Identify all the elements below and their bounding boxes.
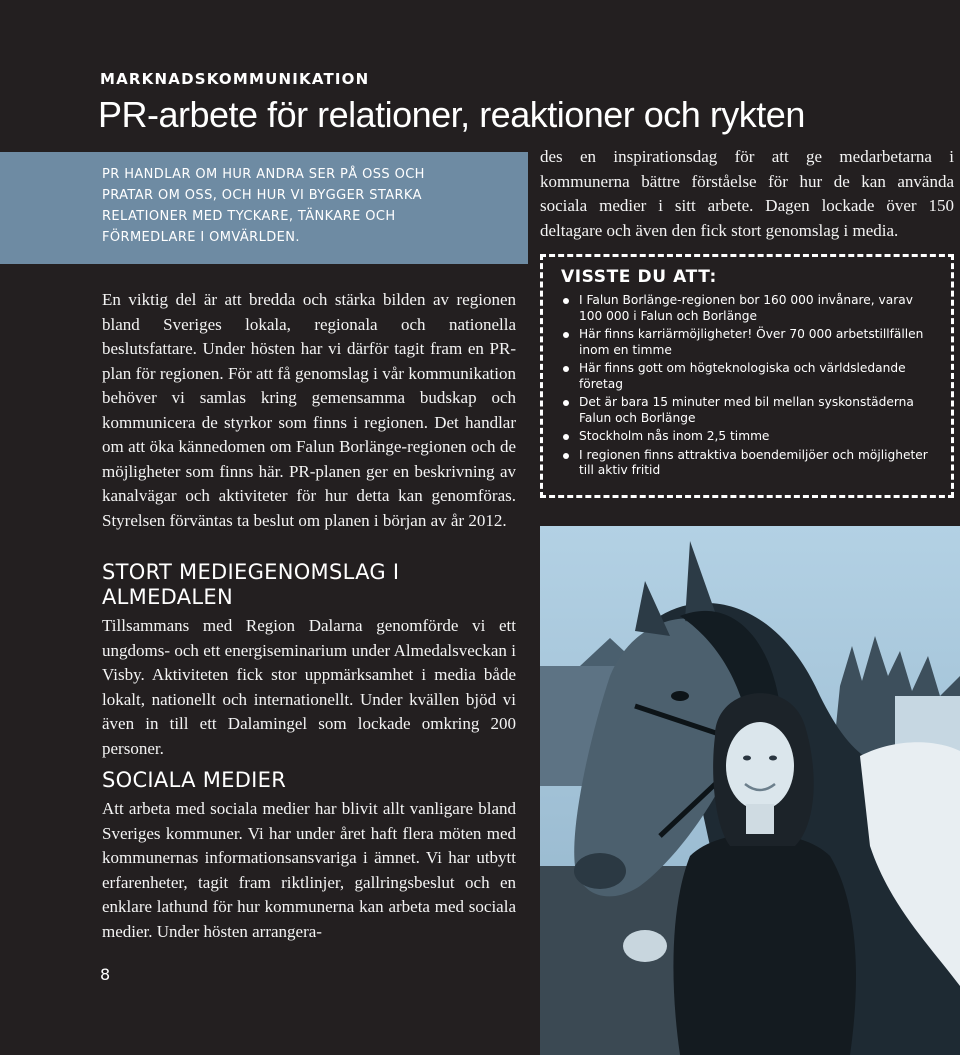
fact-item: Här finns gott om högteknologiska och världsledande företag xyxy=(561,361,935,392)
fact-list xyxy=(561,293,935,479)
photo-woman-with-horse xyxy=(540,526,960,1055)
lead-box xyxy=(0,152,528,264)
fact-item: Stockholm nås inom 2,5 timme xyxy=(561,429,935,445)
intro-paragraph: En viktig del är att bredda och stärka bilden av regionen bland Sveriges lokala, regionala och nationella beslutsfattare. Under hösten har vi därför tagit fram en PR-plan för regionen. För att få genomslag i vår kommunikation behöver vi samlas kring gemensamma budskap och kommunicera de styrkor som finns i regionen. Det handlar om att öka kännedomen om Falun Borlänge-regionen och de möjligheter som finns här. PR-planen ger en beskrivning av kanalvägar och aktiviteter för hur detta kan genomföras. Styrelsen förväntas ta beslut om planen i början av år 2012. xyxy=(102,290,516,530)
fact-item: Det är bara 15 minuter med bil mellan syskonstäderna Falun och Borlänge xyxy=(561,395,935,426)
sociala-medier-paragraph: Att arbeta med sociala medier har blivit allt vanligare bland Sveriges kommuner. Vi har under året haft flera möten med kommunernas informationsansvariga i ämnet. Vi har utbytt erfarenheter, tagit fram riktlinjer, gallringsbeslut och en enklare lathund för hur kommunerna kan arbeta med sociala medier. Under hösten arrangera- xyxy=(102,799,516,941)
fact-box xyxy=(540,254,954,498)
fact-item: Här finns karriärmöjligheter! Över 70 000 arbetstillfällen inom en timme xyxy=(561,327,935,358)
fact-item: I Falun Borlänge-regionen bor 160 000 invånare, varav 100 000 i Falun och Borlänge xyxy=(561,293,935,324)
fact-box-title: VISSTE DU ATT: xyxy=(561,267,717,287)
heading-sociala-medier: SOCIALA MEDIER xyxy=(102,768,287,792)
section-label: MARKNADSKOMMUNIKATION xyxy=(100,70,370,88)
page-number: 8 xyxy=(100,965,111,984)
heading-almedalen: STORT MEDIEGENOMSLAG I ALMEDALEN xyxy=(102,560,400,609)
page-title: PR-arbete för relationer, reaktioner och rykten xyxy=(98,94,805,135)
almedalen-paragraph: Tillsammans med Region Dalarna genomförde vi ett ungdoms- och ett energiseminarium under Almedalsveckan i Visby. Aktiviteten fick stor uppmärksamhet i media både lokalt, nationellt och internationellt. Under kvällen bjöd vi även in till ett Dalamingel som lockade omkring 200 personer. xyxy=(102,616,516,758)
lead-text: PR HANDLAR OM HUR ANDRA SER PÅ OSS OCH PRATAR OM OSS, OCH HUR VI BYGGER STARKA RELATIONER MED TYCKARE, TÄNKARE OCH FÖRMEDLARE I OMVÄRLDEN. xyxy=(102,167,425,245)
fact-item: I regionen finns attraktiva boendemiljöer och möjligheter till aktiv fritid xyxy=(561,448,935,479)
continued-paragraph: des en inspirationsdag för att ge medarbetarna i kommunerna bättre förståelse för hur de kan använda sociala medier i sitt arbete. Dagen lockade över 150 deltagare och även den fick stort genomslag i media. xyxy=(540,147,954,240)
